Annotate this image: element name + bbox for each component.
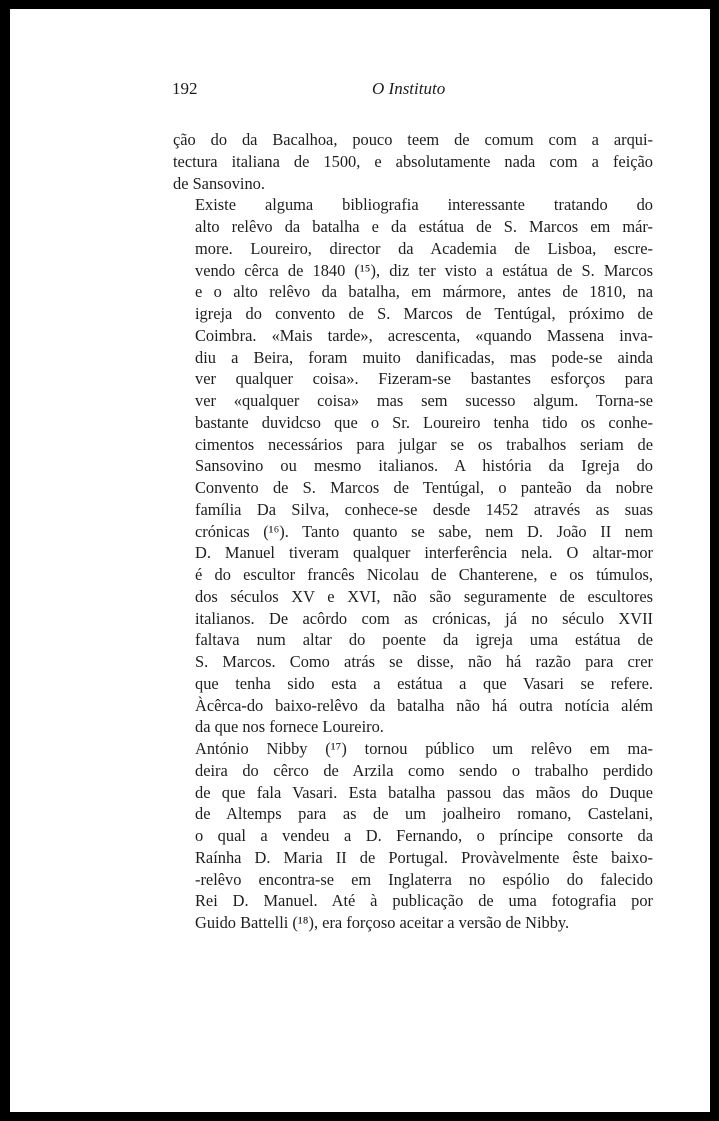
text-line: António Nibby (¹⁷) tornou público um relêvo em ma- [195, 739, 653, 758]
text-line: diu a Beira, foram muito danificadas, mas pode-se ainda [195, 347, 653, 367]
text-line: alto relêvo da batalha e da estátua de S. Marcos em már- [195, 217, 653, 236]
body-text [173, 129, 653, 934]
text-line: Guido Battelli (¹⁸), era forçoso aceitar a versão de Nibby. [195, 913, 570, 932]
text-line: ver «qualquer coisa» mas sem sucesso algum. Torna-se [195, 391, 653, 410]
text-line: faltava num altar do poente da igreja uma estátua de [195, 630, 653, 650]
text-line: igreja do convento de S. Marcos de Tentúgal, próximo de [195, 304, 653, 323]
text-line: é do escultor francês Nicolau de Chanterene, e os túmulos, [195, 565, 653, 584]
text-line: Àcêrca-do baixo-relêvo da batalha não há outra notícia além [195, 695, 653, 715]
text-line: e o alto relêvo da batalha, em mármore, antes de 1810, na [195, 282, 653, 302]
text-line: cimentos necessários para julgar se os trabalhos seriam de [195, 434, 653, 454]
text-line: família Da Silva, conhece-se desde 1452 através as suas [195, 499, 653, 519]
text-line: Convento de S. Marcos de Tentúgal, o panteão da nobre [195, 478, 653, 497]
text-line: more. Loureiro, director da Academia de Lisboa, escre- [195, 238, 653, 258]
text-line: de Sansovino. [173, 173, 265, 193]
text-line: Coimbra. «Mais tarde», acrescenta, «quando Massena inva- [195, 325, 653, 345]
paragraph [173, 194, 653, 738]
paragraph [173, 129, 653, 194]
page-number: 192 [172, 79, 198, 98]
text-line: ver qualquer coisa». Fizeram-se bastantes esforços para [195, 369, 653, 389]
text-line: Existe alguma bibliografia interessante tratando do [195, 195, 653, 215]
running-title: O Instituto [372, 79, 446, 98]
text-line: Rei D. Manuel. Até à publicação de uma fotografia por [195, 891, 653, 911]
text-line: de que fala Vasari. Esta batalha passou das mãos do Duque [195, 782, 653, 802]
text-line: S. Marcos. Como atrás se disse, não há razão para crer [195, 652, 653, 671]
text-line: ção do da Bacalhoa, pouco teem de comum com a arqui- [173, 130, 653, 149]
text-line: bastante duvidcso que o Sr. Loureiro tenha tido os conhe- [195, 412, 653, 432]
text-line: dos séculos XV e XVI, não são seguramente de escultores [195, 586, 653, 606]
text-line: italianos. De acôrdo com as crónicas, já no século XVII [195, 608, 653, 628]
text-line: vendo cêrca de 1840 (¹⁵), diz ter visto a estátua de S. Marcos [195, 260, 653, 280]
text-line: de Altemps para as de um joalheiro romano, Castelani, [195, 804, 653, 824]
text-line: -relêvo encontra-se em Inglaterra no espólio do falecido [195, 869, 653, 889]
text-line: Raínha D. Maria II de Portugal. Provàvelmente êste baixo- [195, 847, 653, 867]
text-line: deira do cêrco de Arzila como sendo o trabalho perdido [195, 760, 653, 780]
text-line: da que nos fornece Loureiro. [195, 717, 384, 737]
text-line: Sansovino ou mesmo italianos. A história da Igreja do [195, 456, 653, 476]
text-line: D. Manuel tiveram qualquer interferência nela. O altar-mor [195, 543, 653, 563]
text-line: que tenha sido esta a estátua a que Vasari se refere. [195, 673, 653, 693]
book-page [10, 9, 710, 1112]
paragraph [173, 738, 653, 934]
text-line: tectura italiana de 1500, e absolutamente nada com a feição [173, 151, 653, 171]
text-line: o qual a vendeu a D. Fernando, o príncipe consorte da [195, 826, 653, 845]
page-header [172, 79, 552, 103]
text-line: crónicas (¹⁶). Tanto quanto se sabe, nem D. João II nem [195, 521, 653, 541]
